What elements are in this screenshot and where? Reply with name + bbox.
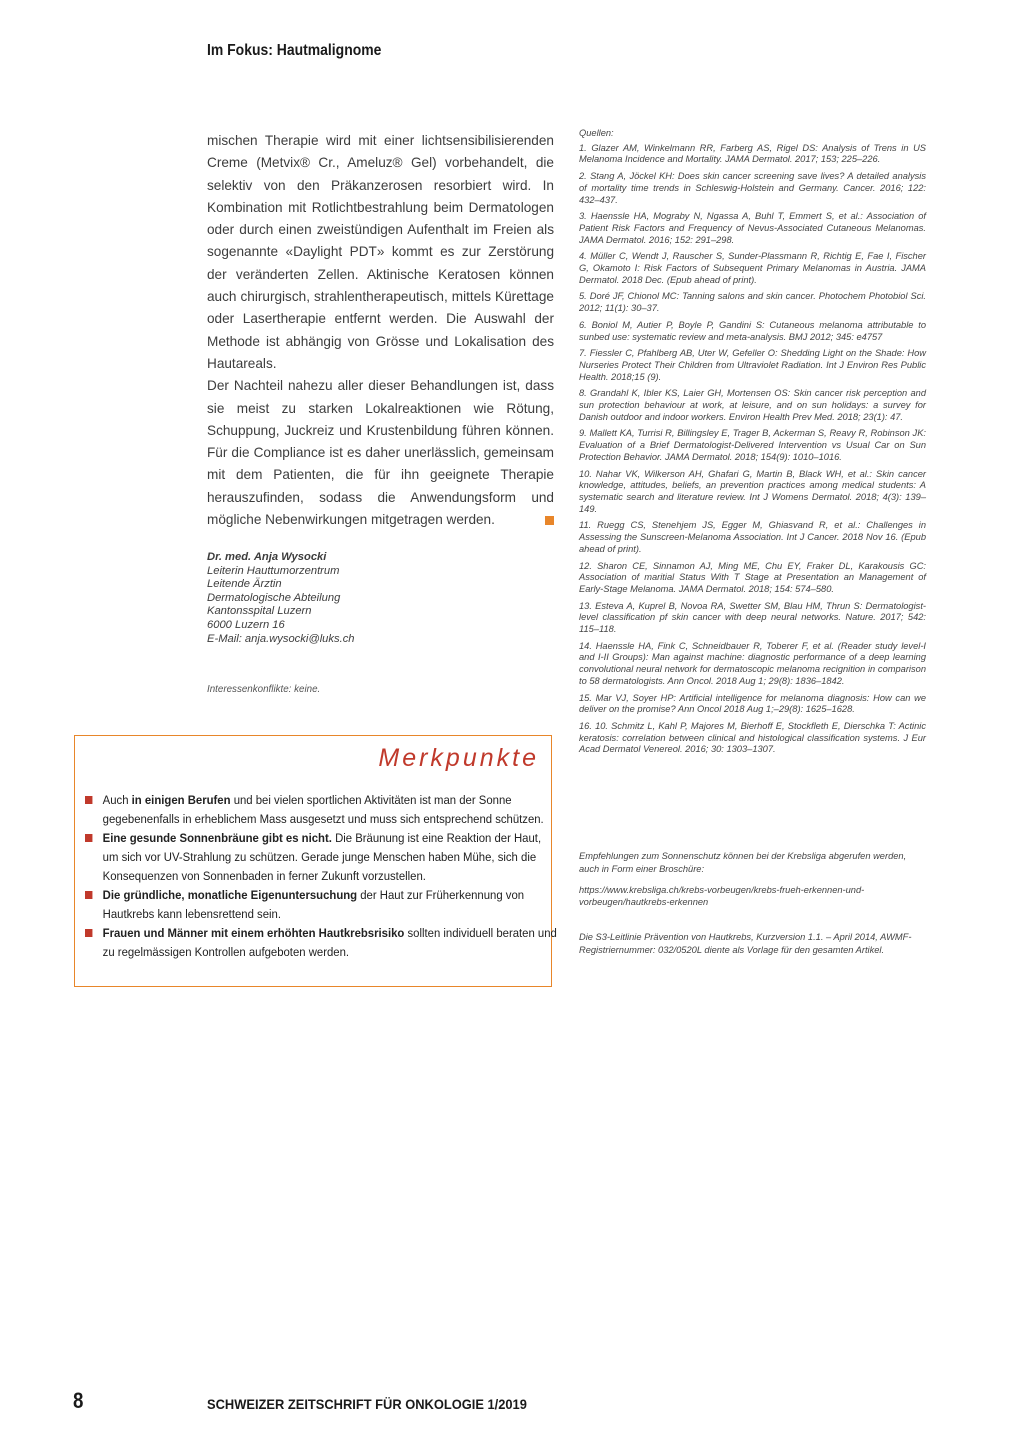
reference-item: 15. Mar VJ, Soyer HP: Artificial intelligence for melanoma diagnosis: How can we deliver on the promise? Ann Oncol 2018 Aug 1;–29(8): 1625–1628.: [579, 692, 926, 715]
reference-item: 1. Glazer AM, Winkelmann RR, Farberg AS, Rigel DS: Analysis of Trens in US Melanoma Incidence and Mortality. JAMA Dermatol. 2017; 153; 225–226.: [579, 142, 926, 165]
reference-item: 4. Müller C, Wendt J, Rauscher S, Sunder-Plassmann R, Richtig E, Fae I, Fischer G, Okamoto I: Risk Factors of Subsequent Primary Melanomas in Austria. JAMA Dermatol. 2018 Dec. (Epub ahead of print).: [579, 251, 926, 285]
author-line: 6000 Luzern 16: [207, 618, 285, 631]
author-name: Dr. med. Anja Wysocki: [207, 551, 327, 563]
paragraph-last: [207, 375, 554, 531]
reference-item: 11. Ruegg CS, Stenehjem JS, Egger M, Ghiasvand R, et al.: Challenges in Assessing the Sunscreen-Melanoma Association. Int J Cancer. 2018 Nov 16. (Epub ahead of print).: [579, 520, 926, 554]
reference-item: 9. Mallett KA, Turrisi R, Billingsley E, Trager B, Ackerman S, Reavy R, Robinson JK: Evaluation of a Brief Dermatologist-Delivered Intervention vs Usual Car on Sun Protection Behavior. JAMA Dermatol. 2018; 154(9): 1010–1016.: [579, 428, 926, 462]
author-block: [207, 551, 547, 646]
merkpunkt-item: Auch in einigen Berufen und bei vielen sportlichen Aktivitäten ist man der Sonne gegebenenfalls in erheblichem Mass ausgesetzt und muss sich entsprechend schützen.: [85, 791, 558, 829]
references-title: Quellen:: [579, 128, 614, 138]
reference-item: 5. Doré JF, Chionol MC: Tanning salons and skin cancer. Photochem Photobiol Sci. 2012; 11(1): 30–37.: [579, 291, 926, 314]
merkpunkte-list: [85, 791, 557, 962]
reference-item: 7. Fiessler C, Pfahlberg AB, Uter W, Gefeller O: Shedding Light on the Shade: How Nurseries Protect Their Children from Ultraviolet Radiation. Int J Environ Res Public Health. 2018;15 (9).: [579, 348, 926, 382]
guideline-note: Die S3-Leitlinie Prävention von Hautkrebs, Kurzversion 1.1. – April 2014, AWMF-Registriernummer: 032/0520L diente als Vorlage für den gesamten Artikel.: [579, 932, 912, 955]
merkpunkt-emphasis: Die gründliche, monatliche Eigenuntersuchung: [102, 888, 358, 902]
merkpunkt-emphasis: Frauen und Männer mit einem erhöhten Hautkrebsrisiko: [102, 926, 405, 940]
merkpunkt-emphasis: Eine gesunde Sonnenbräune gibt es nicht.: [102, 831, 332, 845]
conflict-statement: Interessenkonflikte: keine.: [207, 684, 321, 695]
author-line: Dermatologische Abteilung: [207, 591, 341, 604]
page-number: 8: [73, 1388, 84, 1413]
journal-footer: SCHWEIZER ZEITSCHRIFT FÜR ONKOLOGIE 1/2019: [207, 1396, 527, 1412]
reference-item: 16. 10. Schmitz L, Kahl P, Majores M, Bierhoff E, Stockfleth E, Dierschka T: Actinic keratosis: correlation between clinical and histological classification systems. J Eur Acad Dermatol Venereol. 2016; 30: 1303–1307.: [579, 720, 926, 755]
merkpunkt-item: Eine gesunde Sonnenbräune gibt es nicht. Die Bräunung ist eine Reaktion der Haut, um sich vor UV-Strahlung zu schützen. Gerade junge Menschen haben Mühe, sich die Konsequenzen von Sonnenbaden in ferner Zukunft vorzustellen.: [85, 829, 558, 886]
merkpunkt-emphasis: in einigen Berufen: [131, 793, 231, 807]
author-line: Kantonsspital Luzern: [207, 605, 312, 618]
reference-item: 13. Esteva A, Kuprel B, Novoa RA, Swetter SM, Blau HM, Thrun S: Dermatologist-level classification pf skin cancer with deep neural networks. Nature. 2017; 542: 115–118.: [579, 600, 926, 635]
merkpunkte-box: [74, 735, 557, 987]
paragraph-text: Der Nachteil nahezu aller dieser Behandlungen ist, dass sie meist zu starken Lokalreaktionen wie Rötung, Schuppung, Juckreiz und Krustenbildung führen können. Für die Compliance ist es daher unerlässlich, gemeinsam mit dem Patienten, die für ihn geeignete Therapie herauszufinden, sodass die Anwendungsform und mögliche Nebenwirkungen mitgetragen werden.: [207, 378, 554, 528]
reference-item: 10. Nahar VK, Wilkerson AH, Ghafari G, Martin B, Black WH, et al.: Skin cancer knowledge, attitudes, beliefs, an prevention practices among medical students: A systematic search and literature review. Int J Womens Dermatol. 2018; 4(3): 139–149.: [579, 468, 926, 514]
reference-item: 3. Haenssle HA, Mograby N, Ngassa A, Buhl T, Emmert S, et al.: Association of Patient Risk Factors and Frequency of Nevus-Associated Cutaneous Melanomas. JAMA Dermatol. 2016; 152: 291–298.: [579, 211, 926, 245]
recommendation-note: Empfehlungen zum Sonnenschutz können bei der Krebsliga abgerufen werden, auch in Form einer Broschüre:: [579, 851, 907, 874]
bullet-square-icon: [85, 891, 92, 899]
bullet-square-icon: [85, 929, 92, 937]
end-mark-icon: [545, 516, 554, 525]
reference-item: 6. Boniol M, Autier P, Boyle P, Gandini S: Cutaneous melanoma attributable to sunbed use: systematic review and meta-analysis. BMJ 2012; 345: e4757: [579, 319, 926, 342]
bullet-square-icon: [85, 796, 92, 804]
references: [579, 128, 926, 761]
merkpunkt-item: Die gründliche, monatliche Eigenuntersuchung der Haut zur Früherkennung von Hautkrebs kann lebensrettend sein.: [85, 886, 558, 924]
merkpunkte-title: Merkpunkte: [378, 744, 539, 772]
author-email: E-Mail: anja.wysocki@luks.ch: [207, 632, 355, 645]
main-text: [207, 130, 554, 531]
reference-item: 8. Grandahl K, Ibler KS, Laier GH, Mortensen OS: Skin cancer risk perception and sun protection behaviour at work, at leisure, and on sun holidays: a survey for Danish outdoor and indoor workers. Environ Health Prev Med. 2018; 23(1): 47.: [579, 388, 926, 422]
reference-item: 12. Sharon CE, Sinnamon AJ, Ming ME, Chu EY, Fraker DL, Karakousis GC: Association of maritial Status With T Stage at Presentation an Management of Early-Stage Melanoma. JAMA Dermatol. 2018; 154: 574–580.: [579, 560, 926, 594]
reference-item: 14. Haenssle HA, Fink C, Schneidbauer R, Toberer F, et al. (Reader study level-I and I-II Groups): Man against machine: diagnostic performance of a deep learning convolutional neural network for dermatoscopic melanoma recignition in comparison to 58 dermatologists. Ann Oncol. 2018 Aug 1; 29(8): 1836–1842.: [579, 640, 926, 686]
notes: [579, 850, 926, 957]
author-line: Leitende Ärztin: [207, 578, 282, 591]
recommendation-link[interactable]: https://www.krebsliga.ch/krebs-vorbeugen/krebs-frueh-erkennen-und-vorbeugen/hautkrebs-erkennen: [579, 884, 865, 908]
reference-item: 2. Stang A, Jöckel KH: Does skin cancer screening save lives? A detailed analysis of mortality time trends in Schleswig-Holstein and Germany. Cancer. 2016; 122: 432–437.: [579, 171, 926, 205]
bullet-square-icon: [85, 834, 92, 842]
paragraph: mischen Therapie wird mit einer lichtsensibilisierenden Creme (Metvix® Cr., Ameluz® Gel) vorbehandelt, die selektiv von den Präkanzerosen resorbiert wird. In Kombination mit Rotlichtbestrahlung beim Dermatologen oder durch einen zweistündigen Aufenthalt im Freien als sogenannte «Daylight PDT» kommt es zur Zerstörung der veränderten Zellen. Aktinische Keratosen können auch chirurgisch, strahlentherapeutisch, mittels Kürettage oder Lasertherapie entfernt werden. Die Auswahl der Methode ist abhängig von Grösse und Lokalisation des Hautareals.: [207, 133, 554, 371]
merkpunkt-item: Frauen und Männer mit einem erhöhten Hautkrebsrisiko sollten individuell beraten und zu regelmässigen Kontrollen aufgeboten werden.: [85, 924, 558, 962]
author-line: Leiterin Hauttumorzentrum: [207, 564, 340, 577]
section-header: Im Fokus: Hautmalignome: [207, 42, 382, 59]
